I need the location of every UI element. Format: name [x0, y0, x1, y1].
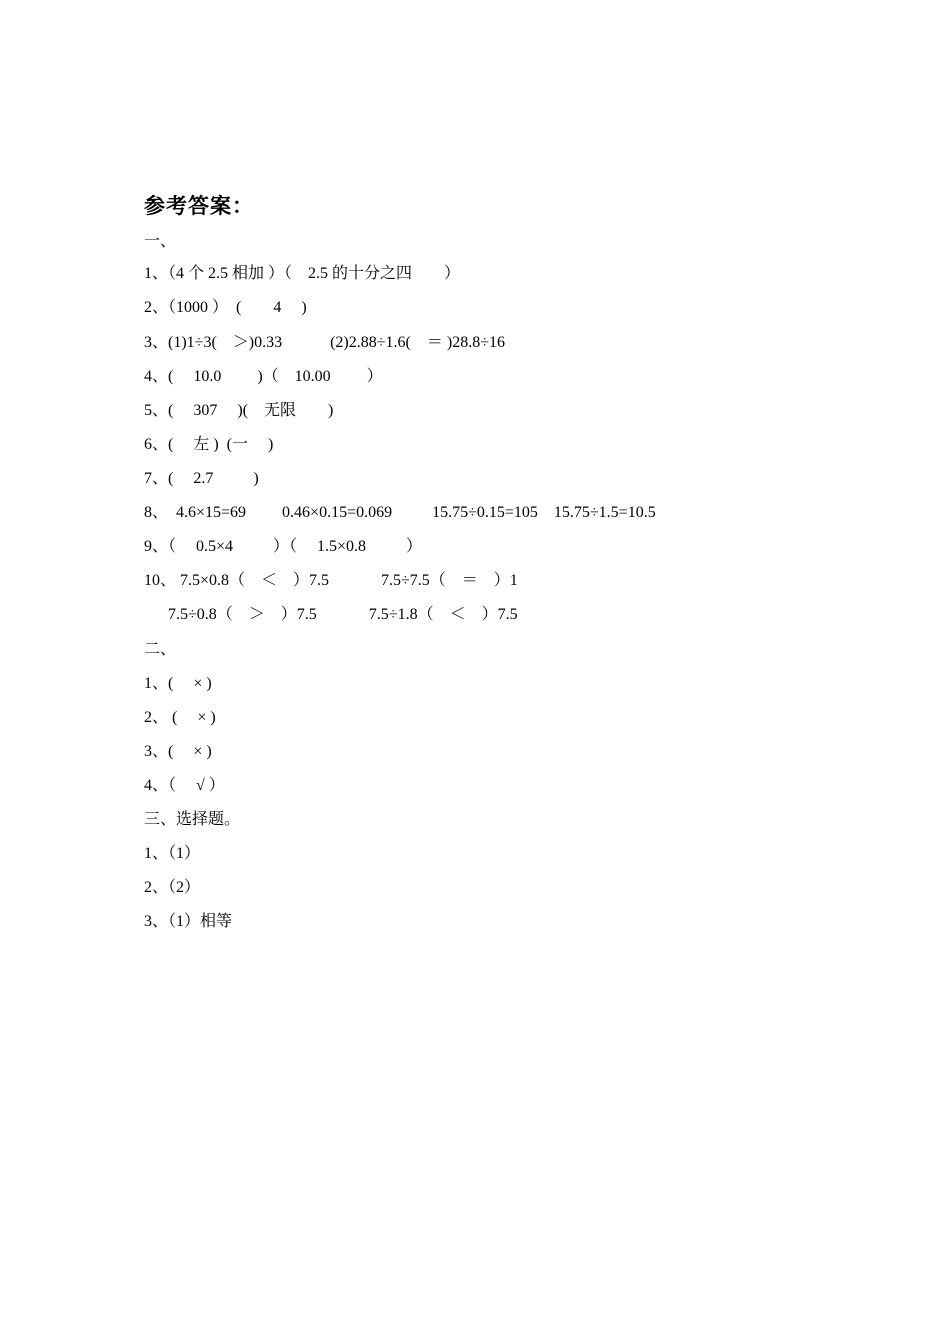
answer-line: 1、( × )	[144, 675, 212, 692]
answer-line: 8、 4.6×15=69 0.46×0.15=0.069 15.75÷0.15=105 15.75÷1.5=10.5	[144, 504, 656, 521]
answer-line: 9、（ 0.5×4 ）（ 1.5×0.8 ）	[144, 538, 423, 555]
answer-line: 7.5÷0.8（ ＞ ）7.5 7.5÷1.8（ ＜ ）7.5	[144, 606, 518, 623]
answer-line: 3、(1)1÷3( ＞)0.33 (2)2.88÷1.6( ＝ )28.8÷16	[144, 334, 505, 351]
answer-line: 4、( 10.0 )（ 10.00 ）	[144, 368, 383, 385]
section-two-heading: 二、	[144, 641, 177, 658]
answer-line: 2、（2）	[144, 879, 201, 896]
answer-line: 2、（1000 ） ( 4 )	[144, 299, 307, 316]
page-title: 参考答案：	[144, 194, 254, 218]
answer-line: 3、( × )	[144, 743, 212, 760]
answer-line: 1、（4 个 2.5 相加 ）（ 2.5 的十分之四 ）	[144, 265, 461, 282]
section-three-heading: 三、选择题。	[144, 811, 241, 828]
answer-line: 3、（1）相等	[144, 913, 233, 930]
answer-line: 6、( 左 ) (一 )	[144, 436, 274, 453]
answer-line: 1、（1）	[144, 845, 201, 862]
answer-line: 4、（ √ ）	[144, 777, 225, 794]
section-one-heading: 一、	[144, 233, 177, 250]
answer-line: 5、( 307 )( 无限 )	[144, 402, 334, 419]
answer-line: 10、 7.5×0.8（ ＜ ）7.5 7.5÷7.5（ ＝ ）1	[144, 572, 518, 589]
answer-line: 2、 ( × )	[144, 709, 216, 726]
answer-line: 7、( 2.7 )	[144, 470, 259, 487]
